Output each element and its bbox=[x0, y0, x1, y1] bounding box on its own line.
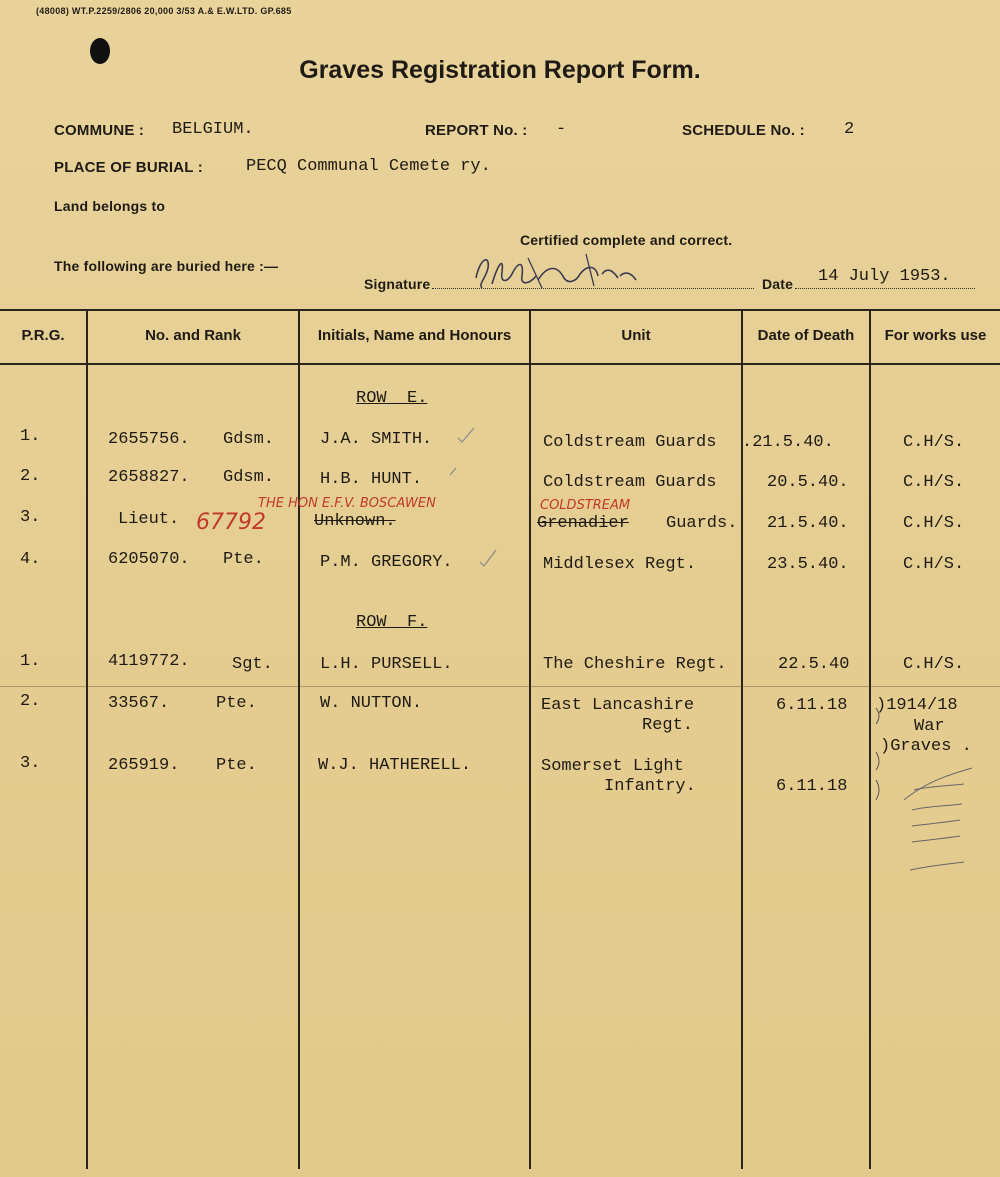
works-cell: C.H/S. bbox=[903, 473, 965, 492]
rank-cell: Gdsm. bbox=[223, 468, 275, 487]
works-cell: )1914/18 bbox=[876, 696, 958, 715]
pencil-ticks bbox=[450, 424, 510, 574]
name-cell: W. NUTTON. bbox=[320, 694, 423, 713]
schedule-value: 2 bbox=[844, 120, 855, 139]
schedule-label: SCHEDULE No. : bbox=[682, 122, 805, 139]
unit-struck-cell: Grenadier bbox=[537, 514, 629, 533]
handwritten-unit: COLDSTREAM bbox=[540, 498, 631, 513]
report-value: - bbox=[556, 120, 567, 139]
name-cell: J.A. SMITH. bbox=[320, 430, 433, 449]
col-header-works: For works use bbox=[884, 327, 987, 344]
rank-cell: Pte. bbox=[216, 694, 257, 713]
print-code: (48008) WT.P.2259/2806 20,000 3/53 A.& E.W.LTD. GP.685 bbox=[36, 6, 292, 16]
report-label: REPORT No. : bbox=[425, 122, 528, 139]
name-cell: H.B. HUNT. bbox=[320, 470, 423, 489]
rank-cell: Sgt. bbox=[232, 655, 273, 674]
unit-cell: Coldstream Guards bbox=[543, 433, 717, 452]
rank-cell: Pte. bbox=[223, 550, 264, 569]
name-cell: L.H. PURSELL. bbox=[320, 655, 453, 674]
handwritten-name: THE HON E.F.V. BOSCAWEN bbox=[258, 496, 436, 511]
ruled-line bbox=[0, 686, 1000, 687]
col-header-name: Initials, Name and Honours bbox=[317, 327, 512, 344]
signature-image bbox=[468, 244, 648, 296]
date-cell: .21.5.40. bbox=[742, 433, 834, 452]
unit-cell-line2: Regt. bbox=[642, 716, 694, 735]
signature-label: Signature bbox=[364, 276, 431, 292]
works-cell: C.H/S. bbox=[903, 514, 965, 533]
service-no-cell: 265919. bbox=[108, 756, 180, 775]
commune-value: BELGIUM. bbox=[172, 120, 254, 139]
col-header-prg: P.R.G. bbox=[21, 327, 65, 344]
name-cell: W.J. HATHERELL. bbox=[318, 756, 472, 775]
rank-cell: Pte. bbox=[216, 756, 257, 775]
service-no-cell: 33567. bbox=[108, 694, 170, 713]
service-no-cell: 2655756. bbox=[108, 430, 190, 449]
col-header-no-rank: No. and Rank bbox=[145, 327, 241, 344]
place-label: PLACE OF BURIAL : bbox=[54, 159, 203, 176]
row-f-heading: ROW F. bbox=[356, 613, 428, 632]
date-cell: 20.5.40. bbox=[767, 473, 849, 492]
rank-cell: Gdsm. bbox=[223, 430, 275, 449]
form-title: Graves Registration Report Form. bbox=[299, 56, 701, 84]
date-value: 14 July 1953. bbox=[818, 267, 951, 286]
row-e-heading: ROW E. bbox=[356, 389, 428, 408]
prg-cell: 4. bbox=[20, 550, 41, 569]
date-cell: 6.11.18 bbox=[776, 696, 848, 715]
works-cell: C.H/S. bbox=[903, 433, 965, 452]
col-divider bbox=[86, 309, 88, 1169]
unit-cell: The Cheshire Regt. bbox=[543, 655, 727, 674]
col-divider bbox=[298, 309, 300, 1169]
works-cell-line3: )Graves . bbox=[880, 737, 972, 756]
date-cell: 22.5.40 bbox=[778, 655, 850, 674]
unit-cell: Middlesex Regt. bbox=[543, 555, 697, 574]
unit-cell: Guards. bbox=[666, 514, 738, 533]
rank-cell: Lieut. bbox=[118, 510, 180, 529]
works-cell-line2: War bbox=[914, 717, 945, 736]
name-cell: P.M. GREGORY. bbox=[320, 553, 453, 572]
buried-label: The following are buried here :— bbox=[54, 258, 279, 274]
prg-cell: 3. bbox=[20, 508, 41, 527]
works-bracket-marks bbox=[868, 690, 998, 890]
unit-cell: East Lancashire bbox=[541, 696, 695, 715]
date-cell: 6.11.18 bbox=[776, 777, 848, 796]
service-no-cell: 2658827. bbox=[108, 468, 190, 487]
works-cell: C.H/S. bbox=[903, 555, 965, 574]
col-header-date: Date of Death bbox=[757, 327, 855, 344]
date-line bbox=[795, 288, 975, 289]
prg-cell: 1. bbox=[20, 652, 41, 671]
name-struck-cell: Unknown. bbox=[314, 512, 396, 531]
land-label: Land belongs to bbox=[54, 198, 166, 214]
certified-text: Certified complete and correct. bbox=[520, 232, 733, 248]
date-cell: 21.5.40. bbox=[767, 514, 849, 533]
table-top-rule bbox=[0, 309, 1000, 311]
unit-cell: Coldstream Guards bbox=[543, 473, 717, 492]
date-label: Date bbox=[762, 276, 794, 292]
prg-cell: 3. bbox=[20, 754, 41, 773]
col-divider bbox=[529, 309, 531, 1169]
col-header-unit: Unit bbox=[621, 327, 651, 344]
unit-cell: Somerset Light bbox=[541, 757, 684, 776]
commune-label: COMMUNE : bbox=[54, 122, 145, 139]
place-value: PECQ Communal Cemete ry. bbox=[246, 157, 491, 176]
prg-cell: 2. bbox=[20, 692, 41, 711]
prg-cell: 2. bbox=[20, 467, 41, 486]
works-cell: C.H/S. bbox=[903, 655, 965, 674]
service-no-cell: 4119772. bbox=[108, 652, 190, 671]
prg-cell: 1. bbox=[20, 427, 41, 446]
table-header-rule bbox=[0, 363, 1000, 365]
service-no-cell: 6205070. bbox=[108, 550, 190, 569]
handwritten-service-no: 67792 bbox=[196, 510, 266, 535]
unit-cell-line2: Infantry. bbox=[604, 777, 696, 796]
date-cell: 23.5.40. bbox=[767, 555, 849, 574]
